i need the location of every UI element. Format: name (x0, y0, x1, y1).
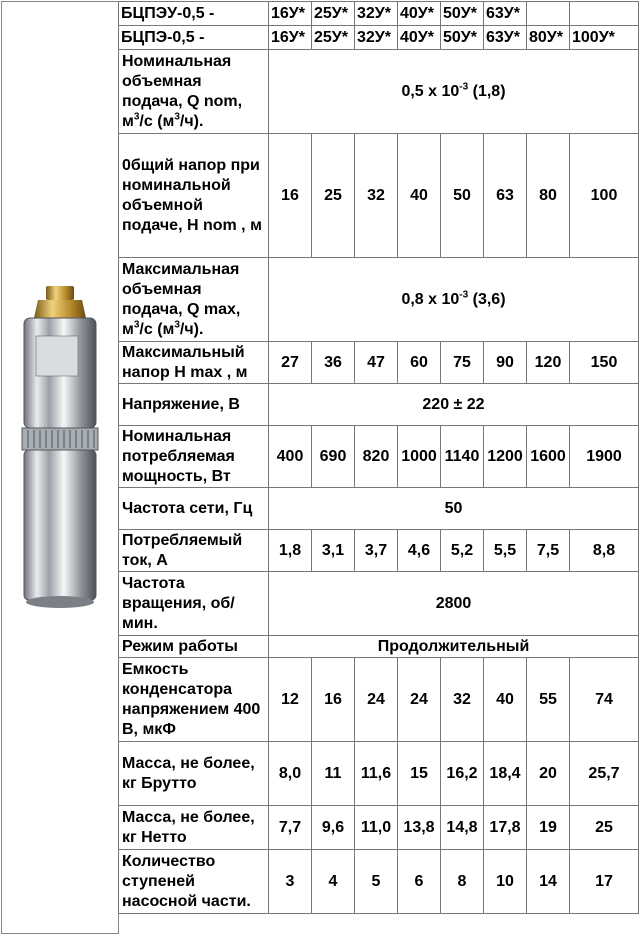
value-cell: 32 (355, 134, 398, 258)
value-cell: 14 (527, 850, 570, 914)
row-value: Продолжительный (269, 636, 639, 658)
value-cell: 820 (355, 426, 398, 488)
value-cell: 8,0 (269, 742, 312, 806)
value-cell: 13,8 (398, 806, 441, 850)
row-frequency (119, 488, 639, 530)
value-cell: 27 (269, 342, 312, 384)
row-stages (119, 850, 639, 914)
value-cell: 11,0 (355, 806, 398, 850)
model-cell: 40У* (398, 2, 441, 26)
brass-outlet (46, 286, 74, 300)
value-cell: 20 (527, 742, 570, 806)
value-cell: 15 (398, 742, 441, 806)
row-label: Потребляемый ток, А (119, 530, 269, 572)
row-rotation (119, 572, 639, 636)
value-cell: 4 (312, 850, 355, 914)
value-cell: 3,1 (312, 530, 355, 572)
model-cell: 25У* (312, 26, 355, 50)
model-label: БЦПЭ-0,5 - (119, 26, 269, 50)
value-cell: 24 (398, 658, 441, 742)
row-label: Максимальная объемная подача, Q max, $м^3/с$ $(м^3/ч)$. (119, 258, 269, 342)
value-cell: 40 (398, 134, 441, 258)
value-cell: 47 (355, 342, 398, 384)
model-label: БЦПЭУ-0,5 - (119, 2, 269, 26)
value-cell: 63 (484, 134, 527, 258)
model-cell: 63У* (484, 2, 527, 26)
value-cell: 1600 (527, 426, 570, 488)
row-label: Максимальный напор H max , м (119, 342, 269, 384)
row-value: 50 (269, 488, 639, 530)
row-nominal-flow (119, 50, 639, 134)
value-cell: 6 (398, 850, 441, 914)
model-cell: 63У* (484, 26, 527, 50)
model-cell: 50У* (441, 2, 484, 26)
value-cell: 11,6 (355, 742, 398, 806)
pump-image (14, 284, 104, 614)
value-cell: 4,6 (398, 530, 441, 572)
value-cell: 1,8 (269, 530, 312, 572)
row-label: Емкость конденсатора напряжением 400 В, мкФ (119, 658, 269, 742)
intake-screen (22, 428, 98, 450)
value-cell: 75 (441, 342, 484, 384)
value-cell: 5 (355, 850, 398, 914)
spec-table (118, 1, 639, 914)
value-cell: 3,7 (355, 530, 398, 572)
row-label: Количество ступеней насосной части. (119, 850, 269, 914)
model-cell: 40У* (398, 26, 441, 50)
value-cell: 5,2 (441, 530, 484, 572)
model-cell: 32У* (355, 26, 398, 50)
row-mass-net (119, 806, 639, 850)
model-row-1 (119, 2, 639, 26)
value-cell: 25 (312, 134, 355, 258)
value-cell: 150 (570, 342, 639, 384)
model-cell: 32У* (355, 2, 398, 26)
model-cell: 25У* (312, 2, 355, 26)
row-label: Масса, не более, кг Нетто (119, 806, 269, 850)
row-max-flow (119, 258, 639, 342)
value-cell: 1000 (398, 426, 441, 488)
row-capacitor (119, 658, 639, 742)
model-cell: 16У* (269, 2, 312, 26)
value-cell: 690 (312, 426, 355, 488)
row-total-head (119, 134, 639, 258)
value-cell: 16 (269, 134, 312, 258)
value-cell: 8 (441, 850, 484, 914)
row-max-head (119, 342, 639, 384)
value-cell: 10 (484, 850, 527, 914)
value-cell: 74 (570, 658, 639, 742)
value-cell: 36 (312, 342, 355, 384)
value-cell: 16 (312, 658, 355, 742)
value-cell: 1900 (570, 426, 639, 488)
value-cell: 400 (269, 426, 312, 488)
value-cell: 25 (570, 806, 639, 850)
row-current (119, 530, 639, 572)
value-cell: 60 (398, 342, 441, 384)
value-cell: 7,7 (269, 806, 312, 850)
model-cell: 16У* (269, 26, 312, 50)
model-cell: 80У* (527, 26, 570, 50)
row-label: Режим работы (119, 636, 269, 658)
value-cell: 32 (441, 658, 484, 742)
value-cell: 80 (527, 134, 570, 258)
value-cell: 17,8 (484, 806, 527, 850)
value-cell: 90 (484, 342, 527, 384)
row-label: Напряжение, В (119, 384, 269, 426)
value-cell: 1200 (484, 426, 527, 488)
value-cell: 55 (527, 658, 570, 742)
value-cell: 12 (269, 658, 312, 742)
row-voltage (119, 384, 639, 426)
value-cell: 3 (269, 850, 312, 914)
value-cell: 9,6 (312, 806, 355, 850)
value-cell: 25,7 (570, 742, 639, 806)
value-cell: 16,2 (441, 742, 484, 806)
row-label: Номинальная потребляемая мощность, Вт (119, 426, 269, 488)
row-value: 0,5 х $10^{-3}$ (1,8) (269, 50, 639, 134)
model-cell (570, 2, 639, 26)
row-label: Масса, не более, кг Брутто (119, 742, 269, 806)
row-label: 0бщий напор при номинальной объемной подаче, H nom , м (119, 134, 269, 258)
row-label: Частота сети, Гц (119, 488, 269, 530)
value-cell: 11 (312, 742, 355, 806)
nameplate (36, 336, 78, 376)
value-cell: 1140 (441, 426, 484, 488)
row-value: 2800 (269, 572, 639, 636)
value-cell: 17 (570, 850, 639, 914)
row-label: Номинальная объемная подача, Q nom, $м^3/с$ $(м^3/ч)$. (119, 50, 269, 134)
pump-base (26, 596, 94, 608)
value-cell: 14,8 (441, 806, 484, 850)
brass-head (34, 300, 86, 318)
row-value: 0,8 х $10^{-3}$ (3,6) (269, 258, 639, 342)
value-cell: 19 (527, 806, 570, 850)
model-cell: 50У* (441, 26, 484, 50)
row-mode (119, 636, 639, 658)
row-mass-gross (119, 742, 639, 806)
value-cell: 8,8 (570, 530, 639, 572)
row-value: 220 ± 22 (269, 384, 639, 426)
value-cell: 50 (441, 134, 484, 258)
value-cell: 120 (527, 342, 570, 384)
row-label: Частота вращения, об/мин. (119, 572, 269, 636)
row-power (119, 426, 639, 488)
model-cell (527, 2, 570, 26)
value-cell: 100 (570, 134, 639, 258)
value-cell: 18,4 (484, 742, 527, 806)
value-cell: 40 (484, 658, 527, 742)
value-cell: 24 (355, 658, 398, 742)
value-cell: 5,5 (484, 530, 527, 572)
pump-body-lower (24, 450, 96, 600)
model-row-2 (119, 26, 639, 50)
value-cell: 7,5 (527, 530, 570, 572)
model-cell: 100У* (570, 26, 639, 50)
